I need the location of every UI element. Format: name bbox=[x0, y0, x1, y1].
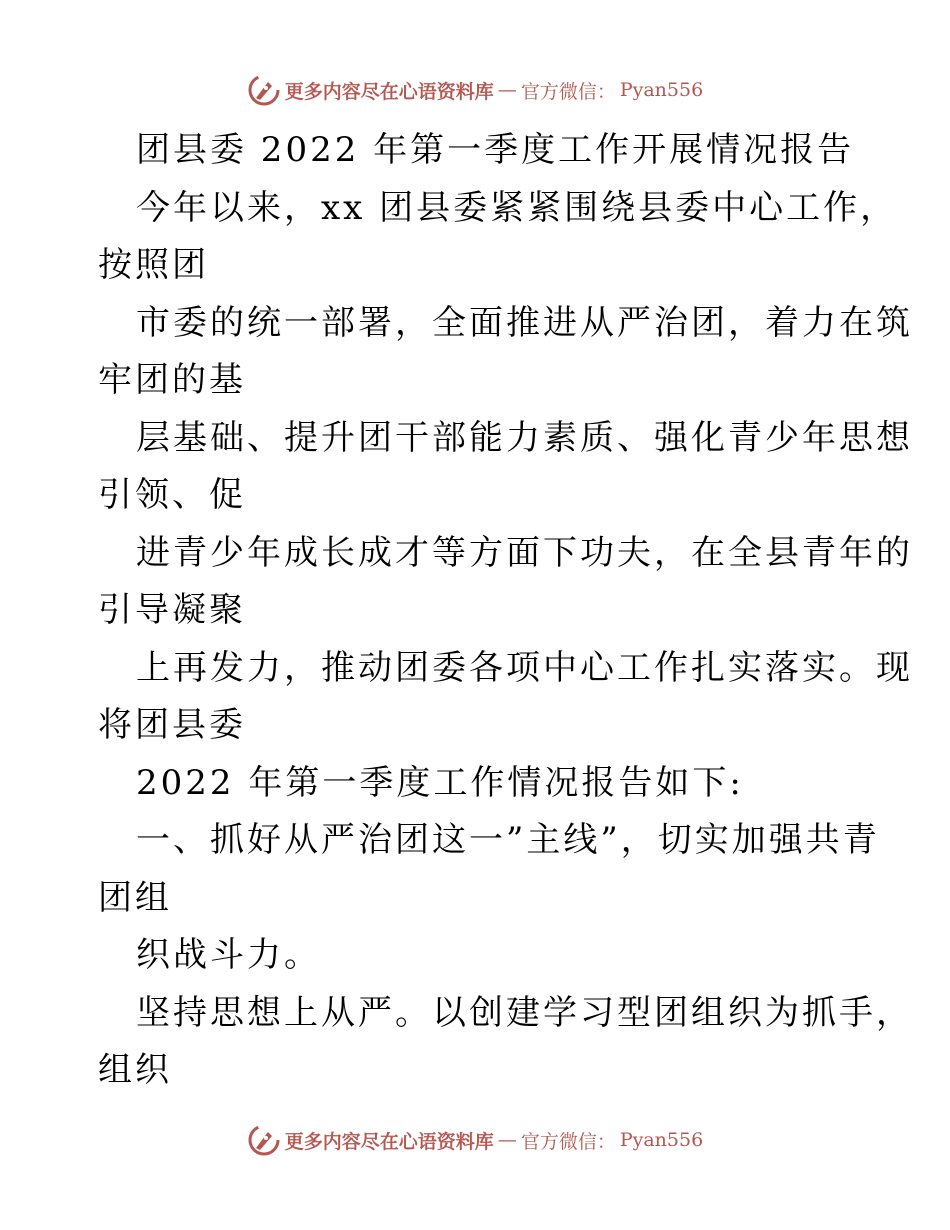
watermark-contact-id: Pyan556 bbox=[619, 1129, 704, 1151]
document-line: 按照团 bbox=[98, 245, 209, 285]
document-line: 2022 年第一季度工作情况报告如下: bbox=[136, 762, 744, 803]
document-body bbox=[98, 122, 913, 1100]
document-line: 引领、促 bbox=[98, 475, 246, 515]
document-line: 市委的统一部署，全面推进从严治团，着力在筑 bbox=[136, 302, 913, 343]
document-line: 引导凝聚 bbox=[98, 590, 246, 630]
footer-watermark bbox=[0, 1120, 950, 1160]
document-line: 牢团的基 bbox=[98, 360, 246, 400]
watermark-text: 更多内容尽在心语资料库 bbox=[284, 1130, 494, 1153]
watermark-text: 更多内容尽在心语资料库 bbox=[284, 80, 494, 103]
pen-nib-logo-icon bbox=[247, 73, 281, 107]
header-watermark bbox=[0, 70, 950, 110]
document-line: 今年以来，xx 团县委紧紧围绕县委中心工作， bbox=[136, 187, 898, 228]
document-line: 坚持思想上从严。以创建学习型团组织为抓手， bbox=[136, 992, 913, 1033]
document-line: 组织 bbox=[98, 1050, 172, 1090]
watermark-dash: — bbox=[497, 79, 517, 101]
document-line: 织战斗力。 bbox=[136, 935, 321, 975]
document-line: 将团县委 bbox=[98, 705, 246, 745]
document-line: 团县委 2022 年第一季度工作开展情况报告 bbox=[136, 130, 855, 170]
document-line: 团组 bbox=[98, 877, 172, 918]
document-line: 上再发力，推动团委各项中心工作扎实落实。现 bbox=[136, 647, 913, 688]
watermark-contact-label: 官方微信： bbox=[520, 1130, 616, 1153]
pen-nib-logo-icon bbox=[247, 1123, 281, 1157]
watermark-contact-id: Pyan556 bbox=[619, 79, 704, 101]
watermark-contact-label: 官方微信： bbox=[520, 80, 616, 103]
document-line: 层基础、提升团干部能力素质、强化青少年思想 bbox=[136, 417, 913, 458]
document-line: 一、抓好从严治团这一”主线”，切实加强共青 bbox=[136, 820, 880, 860]
document-line: 进青少年成长成才等方面下功夫，在全县青年的 bbox=[136, 532, 913, 573]
watermark-dash: — bbox=[497, 1129, 517, 1151]
